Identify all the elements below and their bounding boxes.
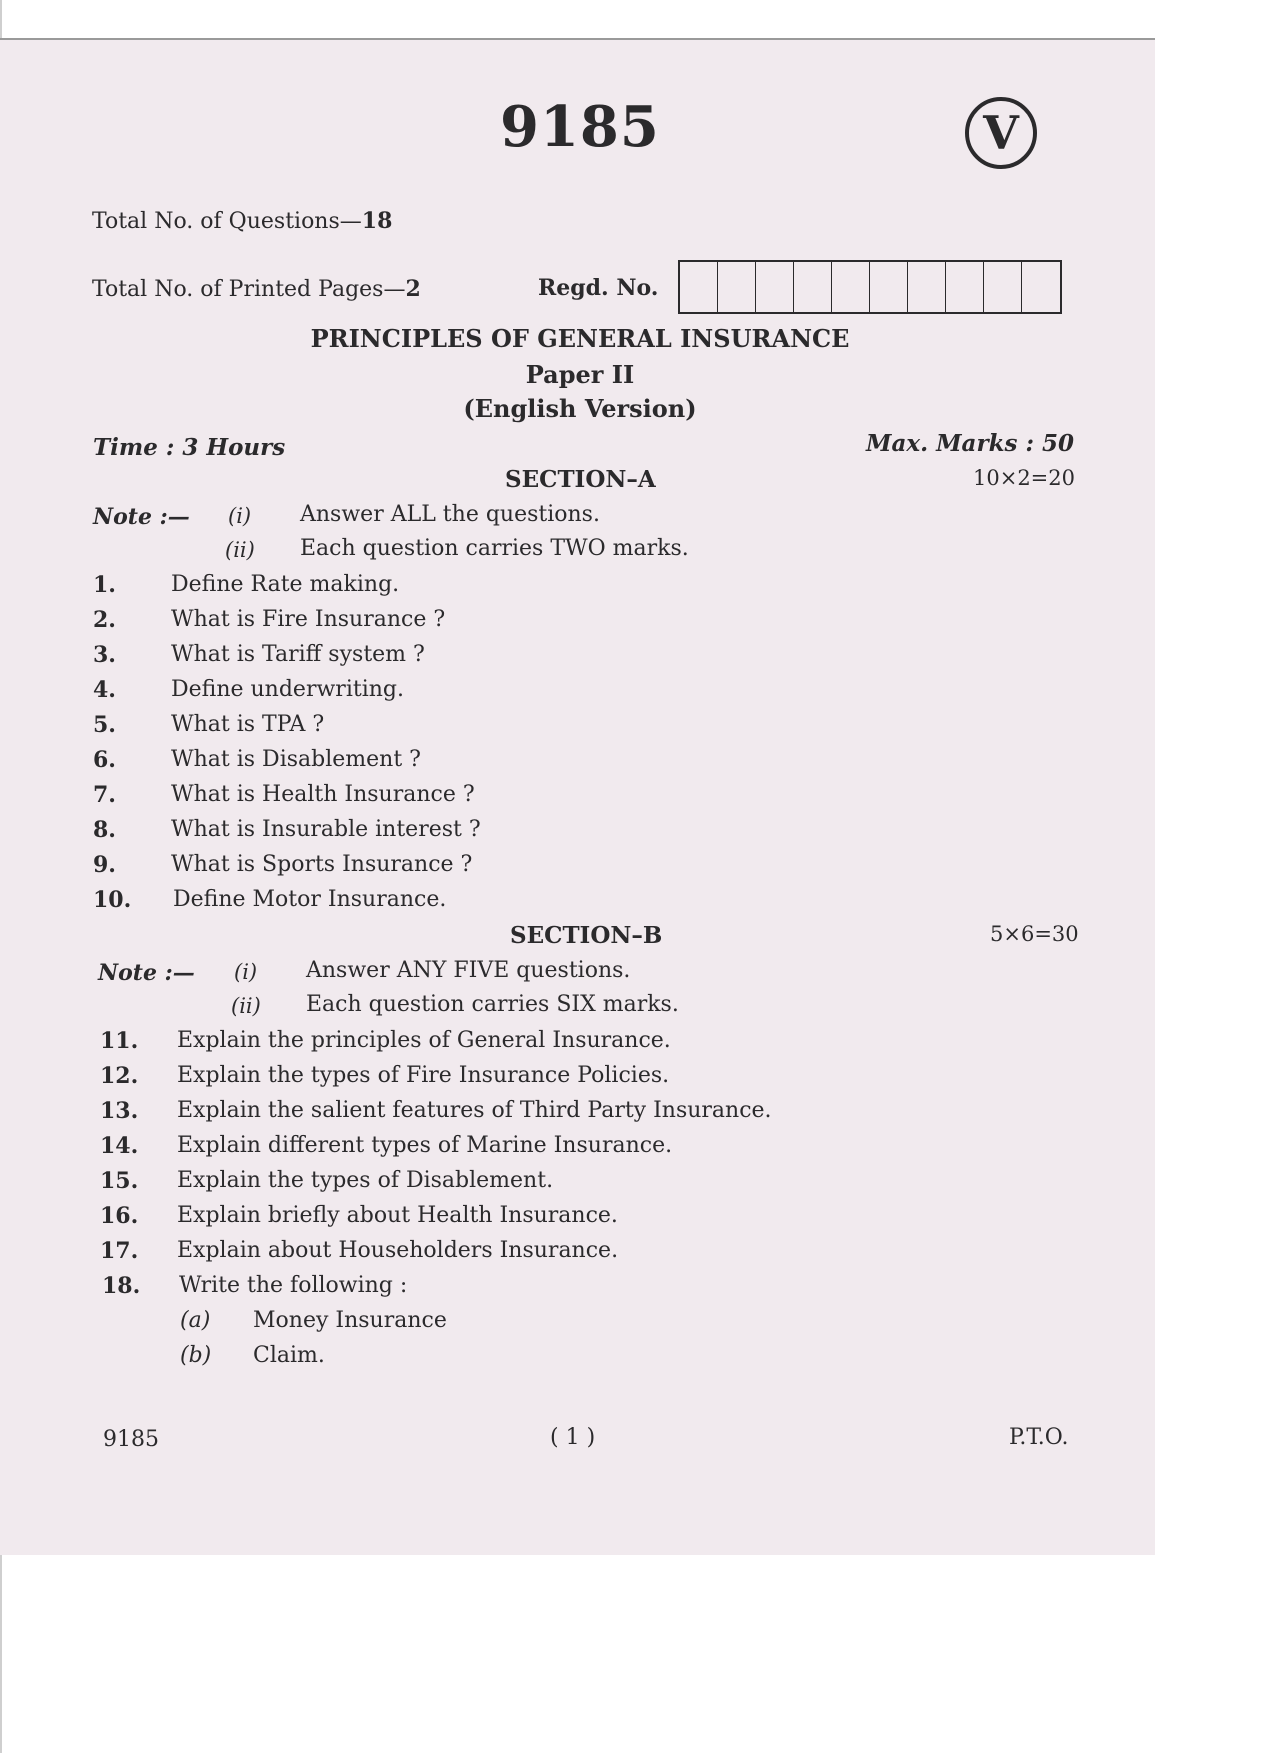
question-number: 7. [93, 782, 116, 808]
question-number: 14. [100, 1133, 139, 1159]
question-text: Explain the types of Disablement. [177, 1168, 554, 1193]
regd-no-box[interactable] [870, 262, 908, 312]
question-number: 4. [93, 677, 116, 703]
question-text: What is Sports Insurance ? [171, 852, 473, 877]
question-text: What is Insurable interest ? [171, 817, 481, 842]
question-text: What is Health Insurance ? [171, 782, 475, 807]
regd-no-box[interactable] [718, 262, 756, 312]
section-a-heading: SECTION–A [505, 466, 656, 493]
question-text: What is Tariff system ? [171, 642, 425, 667]
regd-no-box[interactable] [794, 262, 832, 312]
total-questions-label: Total No. of Questions— [92, 209, 362, 234]
question-text: What is Disablement ? [171, 747, 421, 772]
question-number: 16. [100, 1203, 139, 1229]
printed-pages [92, 276, 421, 302]
question-number: 5. [93, 712, 116, 738]
question-text: Define underwriting. [171, 677, 404, 702]
regd-no-label: Regd. No. [538, 275, 659, 301]
question-number: 10. [93, 887, 132, 913]
section-b-note-num: (ii) [231, 994, 261, 1018]
section-b-note-text: Each question carries SIX marks. [306, 992, 679, 1017]
question-number: 12. [100, 1063, 139, 1089]
question-number: 1. [93, 572, 116, 598]
section-a-marks: 10×2=20 [973, 466, 1075, 490]
footer-paper-code: 9185 [103, 1427, 159, 1452]
section-a-note-num: (i) [228, 504, 252, 528]
question-text: Explain the types of Fire Insurance Policies. [177, 1063, 670, 1088]
section-a-note-text: Answer ALL the questions. [300, 502, 600, 527]
regd-no-box[interactable] [756, 262, 794, 312]
regd-no-box[interactable] [908, 262, 946, 312]
section-b-note-text: Answer ANY FIVE questions. [306, 958, 631, 983]
exam-time: Time : 3 Hours [93, 434, 286, 461]
subpart-number: (a) [180, 1308, 211, 1333]
regd-no-box[interactable] [832, 262, 870, 312]
question-text: Write the following : [179, 1273, 408, 1298]
version-badge-letter: V [983, 106, 1019, 160]
subpart-text: Claim. [253, 1343, 325, 1368]
printed-pages-label: Total No. of Printed Pages— [92, 277, 406, 302]
section-b-note-num: (i) [234, 960, 258, 984]
question-number: 17. [100, 1238, 139, 1264]
question-number: 11. [100, 1028, 139, 1054]
section-a-note-text: Each question carries TWO marks. [300, 536, 689, 561]
subpart-number: (b) [180, 1343, 212, 1368]
question-text: Define Rate making. [171, 572, 400, 597]
question-number: 8. [93, 817, 116, 843]
subpart-text: Money Insurance [253, 1308, 447, 1333]
question-number: 9. [93, 852, 116, 878]
question-number: 6. [93, 747, 116, 773]
paper-number: Paper II [525, 360, 635, 389]
regd-no-boxes[interactable] [678, 260, 1062, 314]
footer-page-number: ( 1 ) [550, 1425, 596, 1450]
paper-language: (English Version) [463, 394, 697, 423]
question-text: What is Fire Insurance ? [171, 607, 446, 632]
regd-no-box[interactable] [984, 262, 1022, 312]
question-text: Explain briefly about Health Insurance. [177, 1203, 618, 1228]
question-number: 2. [93, 607, 116, 633]
regd-no-box[interactable] [680, 262, 718, 312]
question-number: 15. [100, 1168, 139, 1194]
regd-no-box[interactable] [946, 262, 984, 312]
section-b-heading: SECTION–B [510, 922, 663, 949]
section-a-note-num: (ii) [225, 538, 255, 562]
question-text: Explain about Householders Insurance. [177, 1238, 619, 1263]
question-number: 18. [102, 1273, 141, 1299]
question-text: Define Motor Insurance. [173, 887, 447, 912]
total-questions-value: 18 [361, 208, 393, 234]
regd-no-box[interactable] [1022, 262, 1060, 312]
question-text: Explain the principles of General Insurance. [177, 1028, 671, 1053]
version-badge [965, 97, 1037, 169]
section-a-note-label: Note :— [93, 504, 190, 530]
max-marks: Max. Marks : 50 [866, 430, 1074, 457]
paper-code: 9185 [500, 94, 660, 160]
section-b-marks: 5×6=30 [990, 922, 1079, 946]
question-number: 13. [100, 1098, 139, 1124]
footer-pto: P.T.O. [1009, 1425, 1069, 1450]
question-number: 3. [93, 642, 116, 668]
total-questions [92, 208, 392, 234]
exam-paper [0, 38, 1155, 1555]
question-text: Explain different types of Marine Insurance. [177, 1133, 673, 1158]
printed-pages-value: 2 [405, 276, 421, 302]
paper-title: PRINCIPLES OF GENERAL INSURANCE [310, 324, 850, 353]
question-text: Explain the salient features of Third Party Insurance. [177, 1098, 772, 1123]
question-text: What is TPA ? [171, 712, 325, 737]
section-b-note-label: Note :— [98, 960, 195, 986]
